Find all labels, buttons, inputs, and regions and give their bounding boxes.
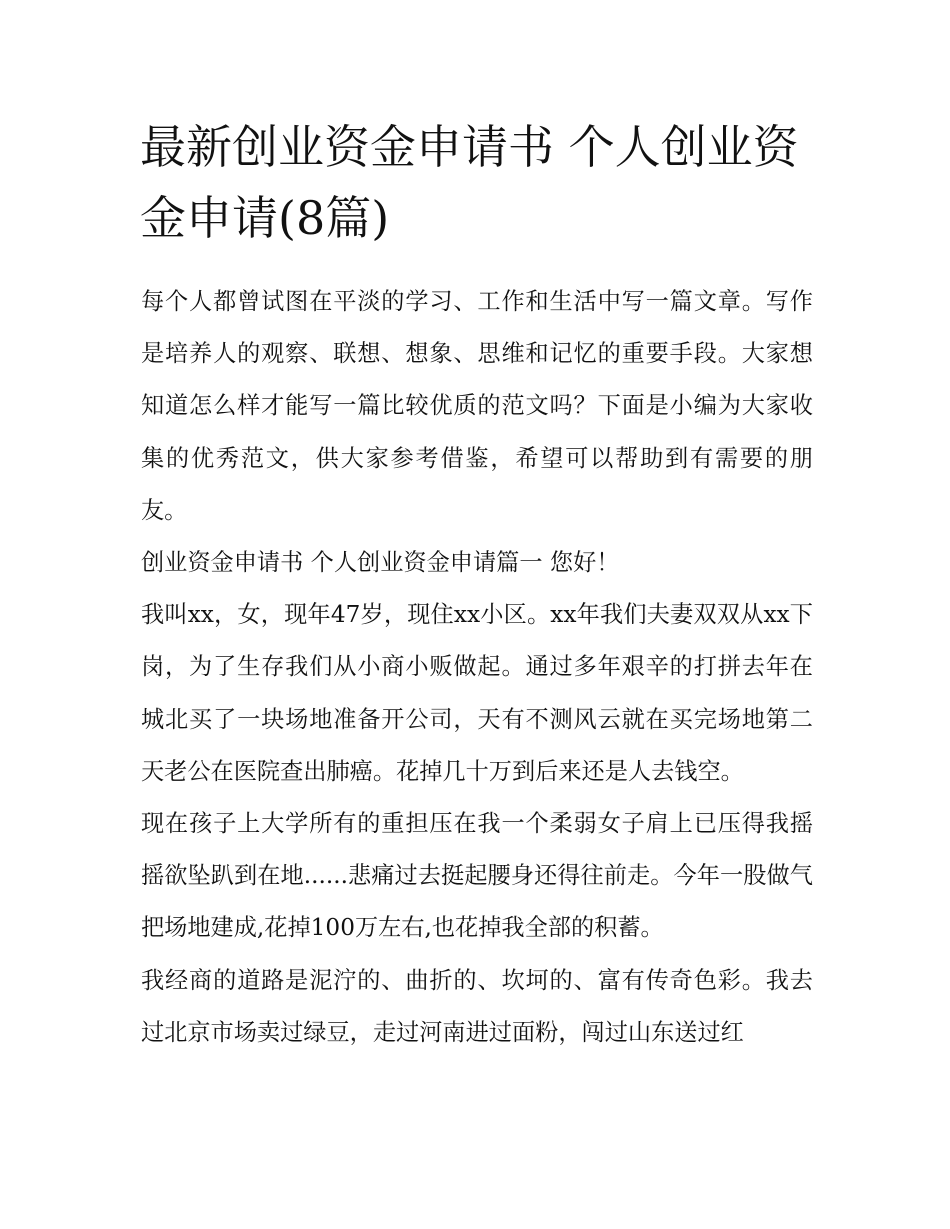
paragraph-hardship: 现在孩子上大学所有的重担压在我一个柔弱女子肩上已压得我摇摇欲坠趴到在地......悲痛过去挺起腰身还得往前走。今年一股做气把场地建成,花掉100万左右,也花掉我全部的积蓄。 [141,810,813,942]
document-title: 最新创业资金申请书 个人创业资金申请(8篇) [140,120,799,245]
paragraph-intro: 每个人都曾试图在平淡的学习、工作和生活中写一篇文章。写作是培养人的观察、联想、想象、思维和记忆的重要手段。大家想知道怎么样才能写一篇比较优质的范文吗？下面是小编为大家收集的优秀范文，供大家参考借鉴，希望可以帮助到有需要的朋友。 [141,288,813,524]
paragraph-business-history: 我经商的道路是泥泞的、曲折的、坎坷的、富有传奇色彩。我去过北京市场卖过绿豆，走过河南进过面粉，闯过山东送过红 [141,966,813,1046]
document-body [141,276,813,1059]
paragraph-section-heading: 创业资金申请书 个人创业资金申请篇一 您好！ [141,549,620,577]
paragraph-background: 我叫xx，女，现年47岁，现住xx小区。xx年我们夫妻双双从xx下岗，为了生存我们从小商小贩做起。通过多年艰辛的打拼去年在城北买了一块场地准备开公司，天有不测风云就在买完场地第二天老公在医院查出肺癌。花掉几十万到后来还是人去钱空。 [141,601,813,785]
